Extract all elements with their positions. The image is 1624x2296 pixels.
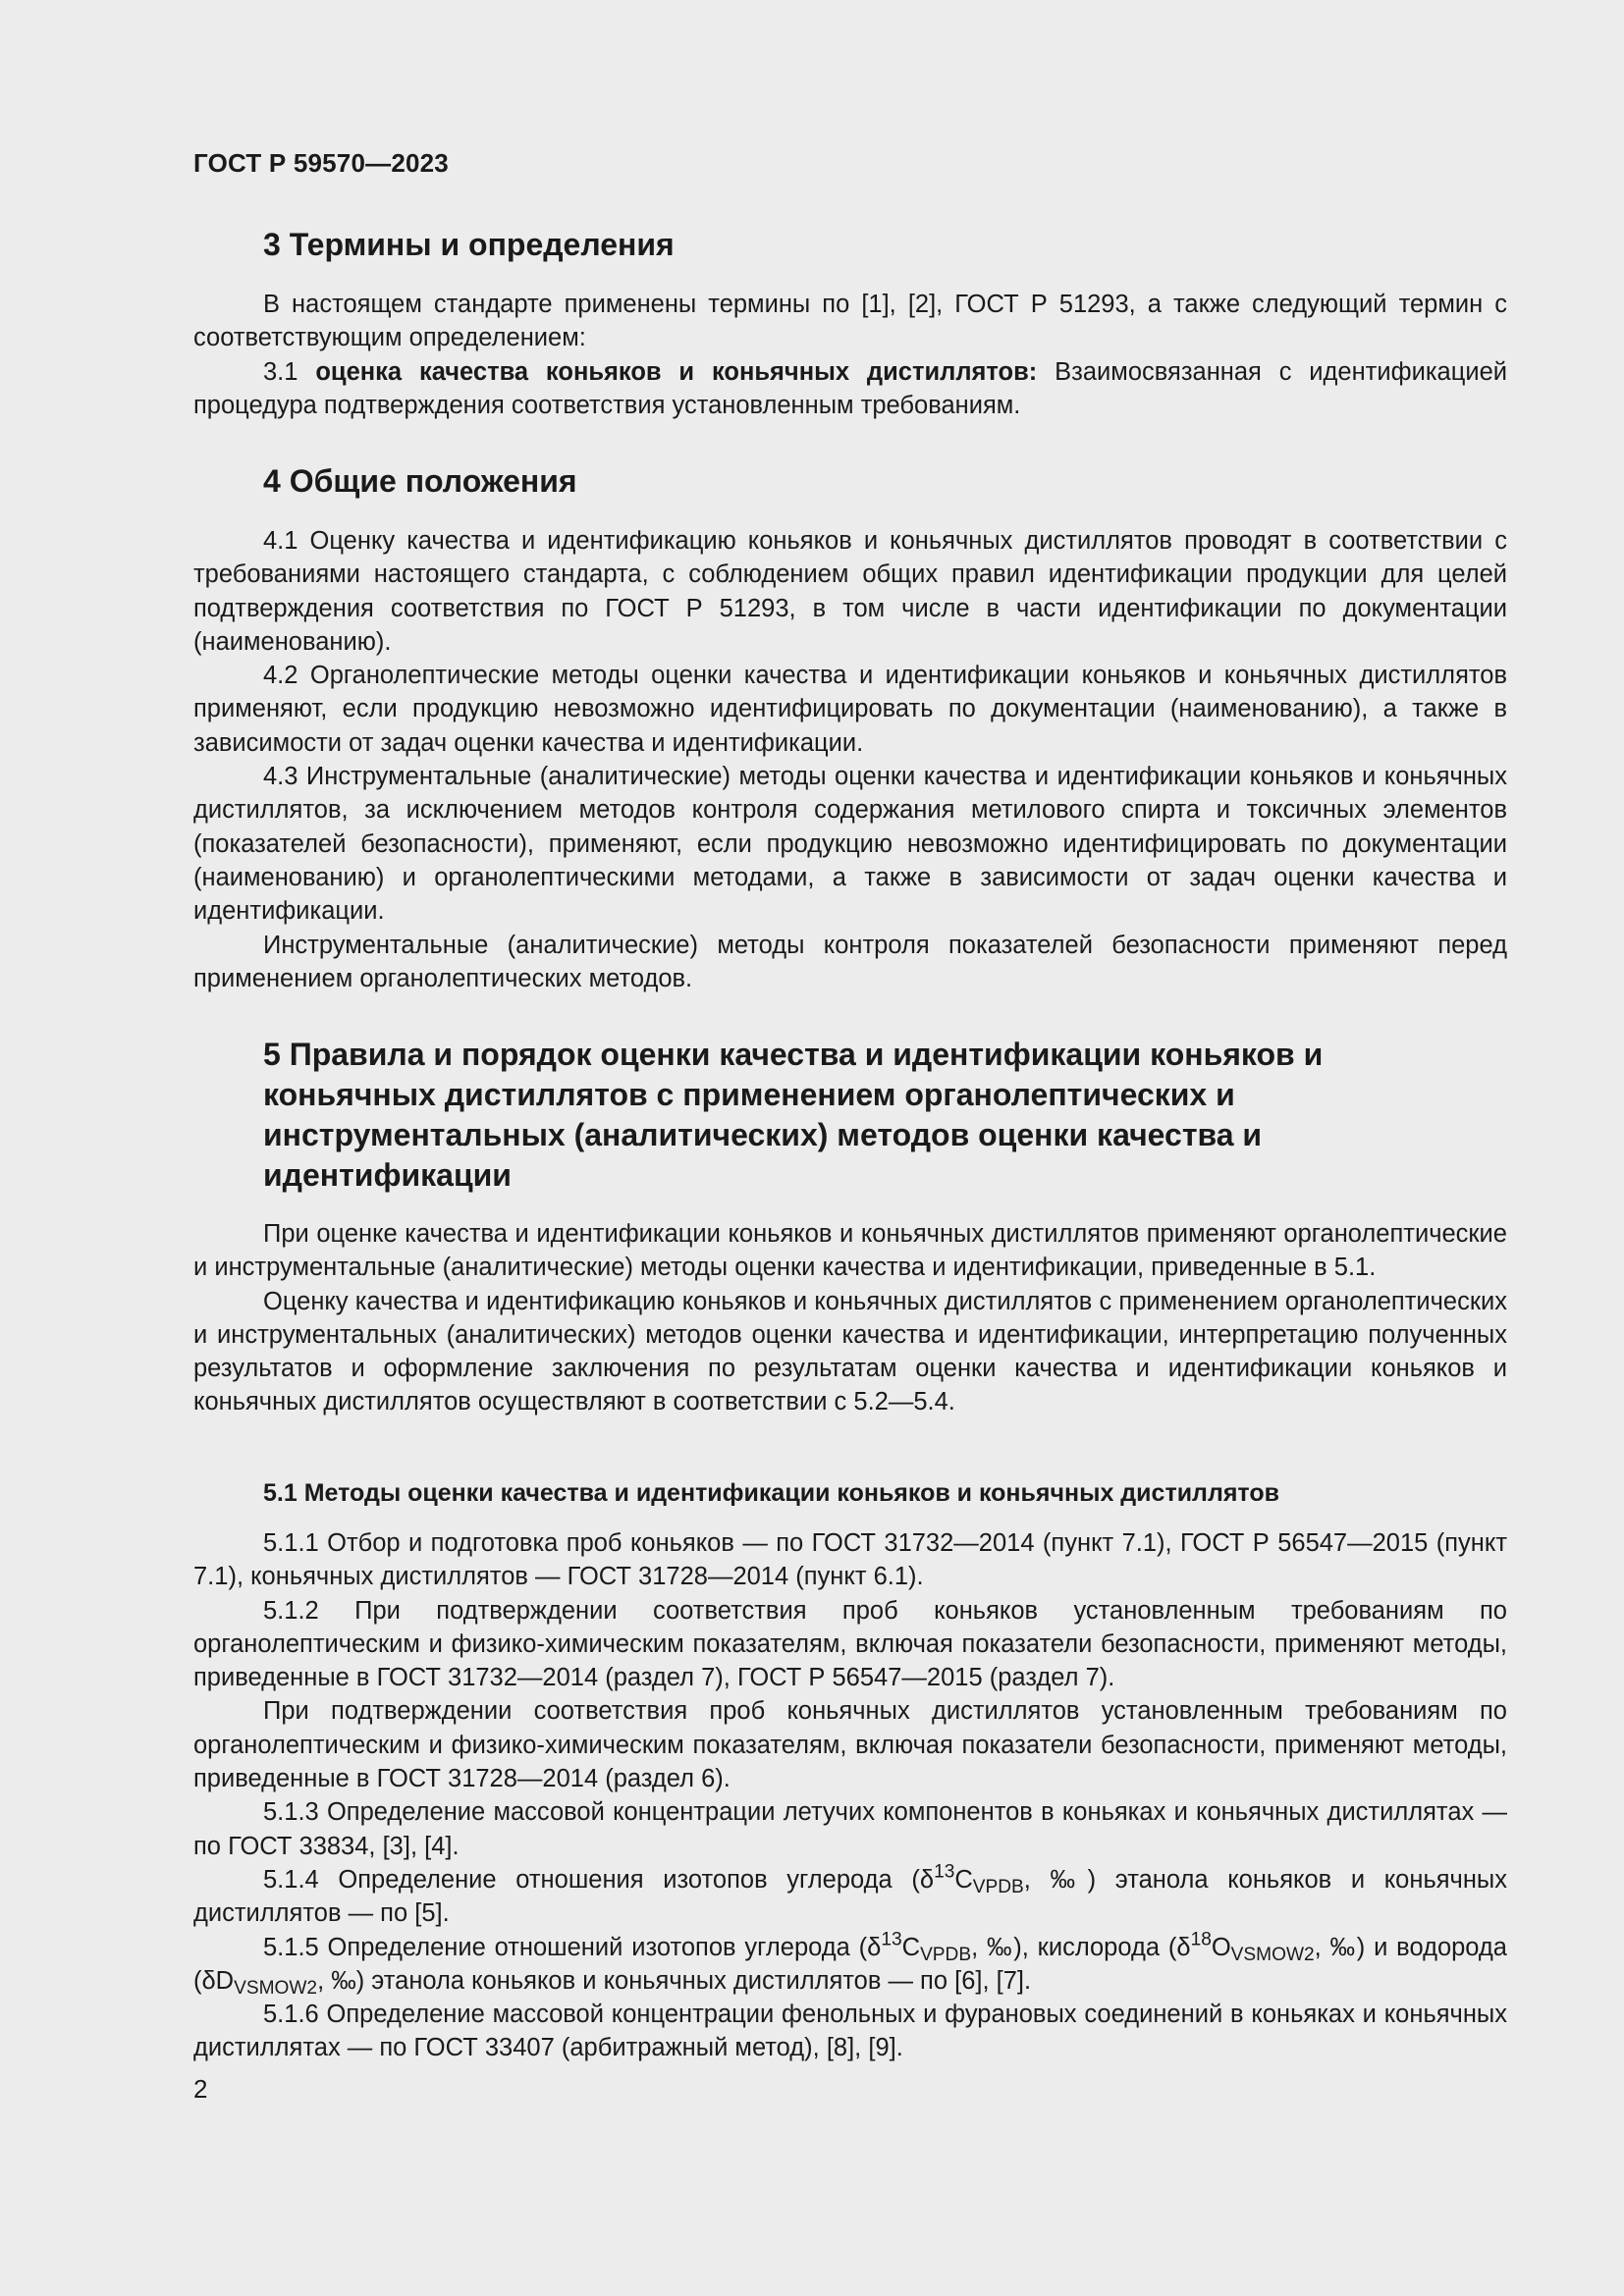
paragraph-5-1-3: 5.1.3 Определение массовой концентрации летучих компонентов в коньяках и коньячных дистиллятах — по ГОСТ 33834, [3], [4]. — [193, 1798, 1507, 1860]
section-5-1-body — [193, 1526, 1507, 2065]
paragraph-5-intro: При оценке качества и идентификации коньяков и коньячных дистиллятов применяют органолептические и инструментальные (аналитические) методы оценки качества и идентификации, приведенные в 5.1. — [193, 1220, 1507, 1282]
paragraph-5-procedure: Оценку качества и идентификацию коньяков и коньячных дистиллятов с применением органолептических и инструментальных (аналитических) методов оценки качества и идентификации, интерпретацию полученных результатов и оформление заключения по результатам оценки качества и идентификации коньяков и коньячных дистиллятов осуществляют в соответствии с 5.2—5.4. — [193, 1287, 1507, 1416]
term-number: 3.1 — [263, 357, 298, 386]
paragraph-5-1-1: 5.1.1 Отбор и подготовка проб коньяков — по ГОСТ 31732—2014 (пункт 7.1), ГОСТ Р 56547—2015 (пункт 7.1), коньячных дистиллятов — ГОСТ 31728—2014 (пункт 6.1). — [193, 1529, 1507, 1591]
section-3-title: 3 Термины и определения — [263, 227, 675, 262]
paragraph-5-1-5: 5.1.5 Определение отношений изотопов углерода ($\delta^{13}C_{VPDB}$, ‰), кислорода ($\delta^{18}O_{VSMOW2}$, ‰) и водорода ($\delta D_{VSMOW2}$, ‰) этанола коньяков и коньячных дистиллятов — по [6], [7]. — [193, 1929, 1507, 1999]
paragraph-4-2: 4.2 Органолептические методы оценки качества и идентификации коньяков и коньячных дистиллятов применяют, если продукцию невозможно идентифицировать по документации (наименованию), а также в зависимости от задач оценки качества и идентификации. — [193, 662, 1507, 757]
paragraph-5-1-2-distillates: При подтверждении соответствия проб коньячных дистиллятов установленным требованиям по органолептическим и физико-химическим показателям, включая показатели безопасности, применяют методы, приведенные в ГОСТ 31728—2014 (раздел 6). — [193, 1697, 1507, 1793]
section-5-title: 5 Правила и порядок оценки качества и идентификации коньяков и коньячных дистиллятов с применением органолептических и инструментальных (аналитических) методов оценки качества и идентификации — [263, 1037, 1324, 1193]
term-name: оценка качества коньяков и коньячных дистиллятов: — [315, 357, 1038, 386]
paragraph-4-3-note: Инструментальные (аналитические) методы контроля показателей безопасности применяют перед применением органолептических методов. — [193, 931, 1507, 992]
section-5-body — [193, 1217, 1507, 1419]
section-4-body — [193, 524, 1507, 995]
section-3-body — [193, 288, 1507, 422]
section-5-1-title: 5.1 Методы оценки качества и идентификации коньяков и коньячных дистиллятов — [263, 1479, 1279, 1507]
paragraph-4-3: 4.3 Инструментальные (аналитические) методы оценки качества и идентификации коньяков и коньячных дистиллятов, за исключением методов контроля содержания метилового спирта и токсичных элементов (показателей безопасности), применяют, если продукцию невозможно идентифицировать по документации (наименованию) и органолептическими методами, а также в зависимости от задач оценки качества и идентификации. — [193, 763, 1507, 926]
paragraph-5-1-2: 5.1.2 При подтверждении соответствия проб коньяков установленным требованиям по органолептическим и физико-химическим показателям, включая показатели безопасности, применяют методы, приведенные в ГОСТ 31732—2014 (раздел 7), ГОСТ Р 56547—2015 (раздел 7). — [193, 1596, 1507, 1692]
paragraph-5-1-6: 5.1.6 Определение массовой концентрации фенольных и фурановых соединений в коньяках и коньячных дистиллятах — по ГОСТ 33407 (арбитражный метод), [8], [9]. — [193, 2001, 1507, 2062]
term-3-1 — [193, 355, 1507, 423]
term-definition: Взаимосвязанная с идентификацией процедура подтверждения соответствия установленным требованиям. — [193, 357, 1507, 419]
section-3-intro: В настоящем стандарте применены термины по [1], [2], ГОСТ Р 51293, а также следующий термин с соответствующим определением: — [193, 291, 1507, 352]
paragraph-4-1: 4.1 Оценку качества и идентификацию коньяков и коньячных дистиллятов проводят в соответствии с требованиями настоящего стандарта, с соблюдением общих правил идентификации продукции для целей подтверждения соответствия по ГОСТ Р 51293, в том числе в части идентификации по документации (наименованию). — [193, 527, 1507, 656]
section-4-title: 4 Общие положения — [263, 463, 577, 499]
document-header: ГОСТ Р 59570—2023 — [193, 148, 449, 178]
page-number: 2 — [193, 2074, 208, 2104]
paragraph-5-1-4: 5.1.4 Определение отношения изотопов углерода ($\delta^{13}C_{VPDB}$, ‰) этанола коньяков и коньячных дистиллятов — по [5]. — [193, 1861, 1507, 1928]
